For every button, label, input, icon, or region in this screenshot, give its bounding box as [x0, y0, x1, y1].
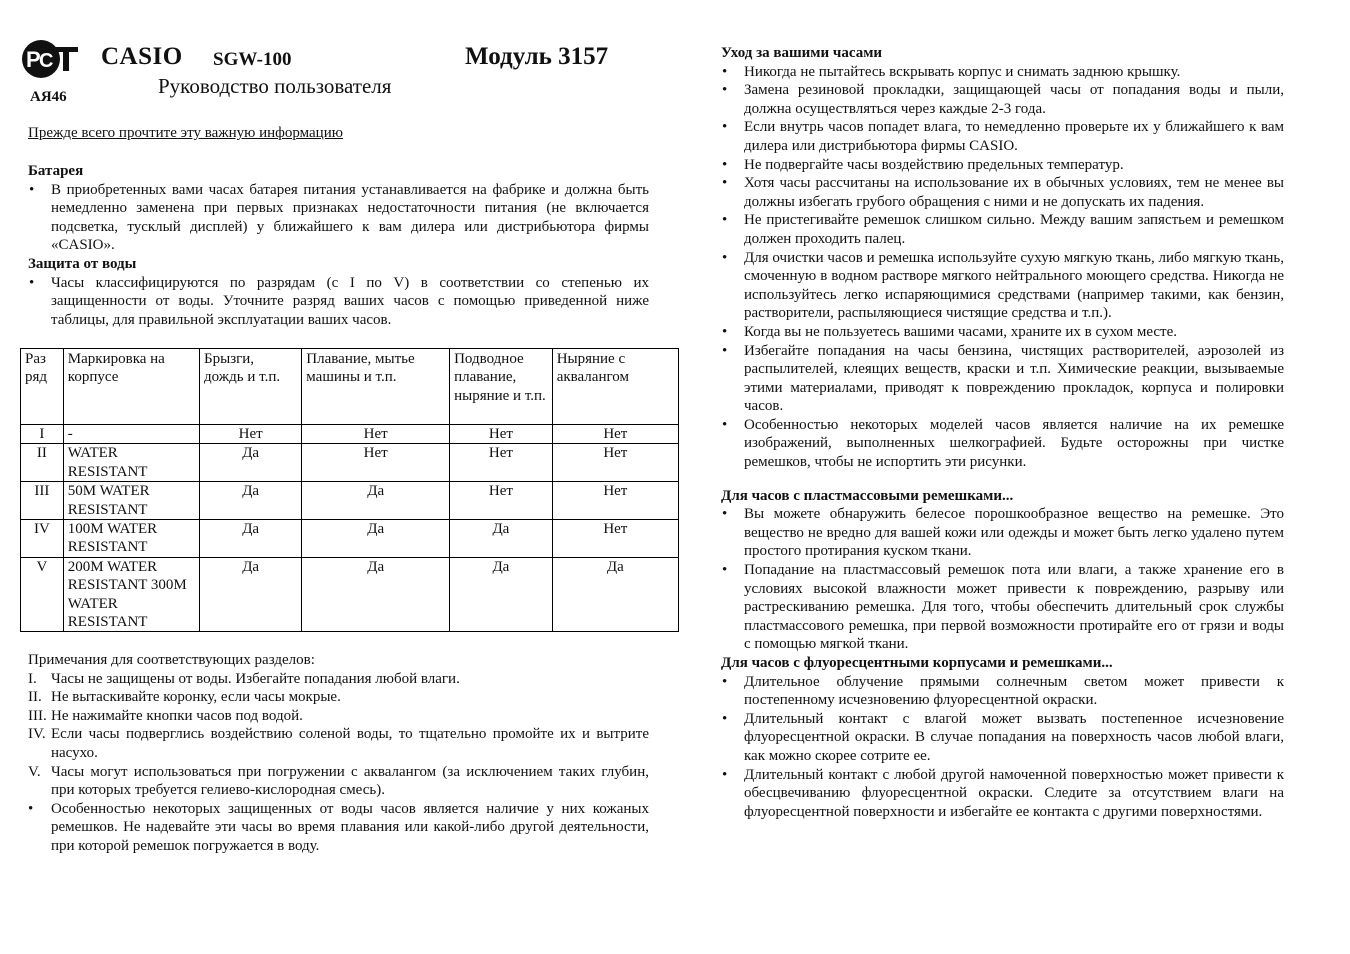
note-number: •	[28, 800, 34, 817]
bullet-item: • Вы можете обнаружить белесое порошкообразное вещество на ремешке. Это вещество не вредно для вашей кожи или одежды и может быть легко удалено путем простого протирания куском ткани.	[721, 505, 1284, 561]
table-cell: Нет	[552, 520, 678, 558]
table-cell: III	[21, 482, 64, 520]
table-header-cell: Раз ряд	[21, 349, 64, 425]
svg-text:Р: Р	[26, 47, 41, 72]
table-header-cell: Брызги, дождь и т.п.	[200, 349, 302, 425]
care-heading: Уход за вашими часами	[721, 45, 883, 61]
note-item	[28, 725, 649, 762]
table-header-cell: Маркировка на корпусе	[63, 349, 199, 425]
bullet-item: • Длительный контакт с любой другой намоченной поверхностью может привести к обесцвечиванию флуоресцентной окраски. Следите за отсутствием влаги на флуоресцентной поверхности и избегайте ее контакта с другими поверхностями.	[721, 766, 1284, 822]
model-name: SGW-100	[213, 49, 292, 70]
table-cell: WATER RESISTANT	[63, 444, 199, 482]
table-cell: II	[21, 444, 64, 482]
table-header-cell: Подводное плавание, ныряние и т.п.	[450, 349, 553, 425]
note-number: II.	[28, 689, 42, 706]
table-cell: Да	[200, 482, 302, 520]
table-header-row	[21, 349, 679, 425]
table-cell: Нет	[200, 425, 302, 444]
table-cell: V	[21, 557, 64, 632]
module-number: Модуль 3157	[465, 43, 609, 70]
table-cell: Да	[450, 557, 553, 632]
note-number: V.	[28, 763, 41, 780]
table-cell: I	[21, 425, 64, 444]
bullet-item: • Часы классифицируются по разрядам (с I по V) в соответствии со степенью их защищенности от воды. Уточните разряд ваших часов с помощью приведенной ниже таблицы, для правильной эксплуатации ваших часов.	[28, 274, 649, 330]
note-item	[28, 800, 649, 856]
bullet-item: • Никогда не пытайтесь вскрывать корпус и снимать заднюю крышку.	[721, 63, 1284, 82]
bullet-item: • Не подвергайте часы воздействию предельных температур.	[721, 156, 1284, 175]
table-cell: 100M WATER RESISTANT	[63, 520, 199, 558]
note-text: Особенностью некоторых защищенных от воды часов является наличие у них кожаных ремешков. Не надевайте эти часы во время плавания или какой-либо другой деятельности, при которой ремешок погружается в воду.	[51, 800, 649, 854]
table-cell: Да	[302, 557, 450, 632]
rst-certification-logo	[20, 38, 80, 80]
bullet-item: • Если внутрь часов попадет влага, то немедленно проверьте их у ближайшего к вам дилера или дистрибьютора фирмы CASIO.	[721, 118, 1284, 155]
note-number: I.	[28, 670, 37, 687]
table-cell: Да	[200, 444, 302, 482]
note-item	[28, 688, 649, 707]
note-text: Если часы подверглись воздействию соленой воды, то тщательно промойте их и вытрите насухо.	[51, 726, 649, 761]
table-row	[21, 520, 679, 558]
plastic-list	[721, 505, 1284, 654]
table-cell: Да	[200, 520, 302, 558]
note-text: Часы могут использоваться при погружении с аквалангом (за исключением таких глубин, при которых требуется гелиево-кислородная смесь).	[51, 763, 649, 799]
notes-list	[28, 670, 649, 856]
bullet-item: • Попадание на пластмассовый ремешок пота или влаги, а также хранение его в условиях высокой влажности может привести к повреждению, разрыву или растрескиванию ремешка. Для того, чтобы обеспечить длительный срок службы пластмассового ремешка, при первой возможности протирайте его от грязи и воды с помощью мягкой ткани.	[721, 561, 1284, 654]
table-cell: Нет	[552, 482, 678, 520]
note-item	[28, 670, 649, 689]
table-cell: 50M WATER RESISTANT	[63, 482, 199, 520]
table-cell: 200M WATER RESISTANT 300M WATER RESISTANT	[63, 557, 199, 632]
table-cell: Нет	[302, 444, 450, 482]
svg-text:С: С	[39, 50, 54, 72]
note-text: Часы не защищены от воды. Избегайте попадания любой влаги.	[51, 670, 460, 687]
notes-section	[28, 651, 649, 856]
plastic-heading: Для часов с пластмассовыми ремешками...	[721, 487, 1014, 504]
note-item	[28, 707, 649, 726]
note-text: Не нажимайте кнопки часов под водой.	[51, 707, 303, 724]
notes-heading: Примечания для соответствующих разделов:	[28, 652, 315, 668]
table-header-cell: Плавание, мытье машины и т.п.	[302, 349, 450, 425]
table-row	[21, 444, 679, 482]
water-heading: Защита от воды	[28, 255, 137, 272]
table-cell: Нет	[552, 425, 678, 444]
bullet-item: • Особенностью некоторых моделей часов является наличие на их ремешке изображений, выполненных шелкографией. Будьте осторожны при чистке ремешков, чтобы не испортить эти рисунки.	[721, 416, 1284, 472]
table-row	[21, 557, 679, 632]
care-section	[721, 44, 1284, 821]
table-cell: Нет	[552, 444, 678, 482]
note-number: IV.	[28, 726, 46, 743]
table-cell: Нет	[450, 482, 553, 520]
document-header	[0, 0, 650, 120]
fluor-list	[721, 673, 1284, 822]
battery-list	[28, 181, 649, 255]
certification-code: АЯ46	[30, 89, 67, 105]
document-subtitle: Руководство пользователя	[158, 74, 392, 98]
table-cell: -	[63, 425, 199, 444]
bullet-item: • Не пристегивайте ремешок слишком сильно. Между вашим запястьем и ремешком должен проходить палец.	[721, 211, 1284, 248]
bullet-item: • В приобретенных вами часах батарея питания устанавливается на фабрике и должна быть немедленно заменена при первых признаках недостаточности питания (не включается подсветка, тусклый дисплей) у ближайшего к вам дилера или дистрибьютора фирмы «CASIO».	[28, 181, 649, 255]
fluor-heading: Для часов с флуоресцентными корпусами и ремешками...	[721, 655, 1113, 671]
brand-name: CASIO	[101, 43, 183, 70]
table-cell: Да	[552, 557, 678, 632]
care-list	[721, 63, 1284, 472]
important-info-link: Прежде всего прочтите эту важную информацию	[28, 125, 343, 141]
table-cell: Да	[200, 557, 302, 632]
note-number: III.	[28, 707, 47, 724]
note-text: Не вытаскивайте коронку, если часы мокрые.	[51, 689, 341, 706]
table-row	[21, 425, 679, 444]
note-item	[28, 763, 649, 800]
table-cell: Нет	[302, 425, 450, 444]
bullet-item: • Когда вы не пользуетесь вашими часами, храните их в сухом месте.	[721, 323, 1284, 342]
table-header-cell: Ныряние с аквалангом	[552, 349, 678, 425]
table-cell: Да	[302, 482, 450, 520]
table-cell: Да	[302, 520, 450, 558]
battery-heading: Батарея	[28, 163, 84, 179]
table-row	[21, 482, 679, 520]
table-cell: IV	[21, 520, 64, 558]
bullet-item: • Замена резиновой прокладки, защищающей часы от попадания воды и пыли, должна осуществляться через каждые 2-3 года.	[721, 81, 1284, 118]
bullet-item: • Для очистки часов и ремешка используйте сухую мягкую ткань, либо мягкую ткань, смоченную в водном растворе мягкого нейтрального моющего средства. Никогда не используйтесь легко испаряющимися средствами (например такими, как бензин, растворители, распыляющиеся чистящие средства и т.п.).	[721, 249, 1284, 323]
table-cell: Нет	[450, 444, 553, 482]
table-cell: Нет	[450, 425, 553, 444]
bullet-item: • Длительный контакт с влагой может вызвать постепенное исчезновение флуоресцентной окраски. В случае попадания на поверхность часов любой влаги, как можно скорее сотрите ее.	[721, 710, 1284, 766]
bullet-item: • Хотя часы рассчитаны на использование их в обычных условиях, тем не менее вы должны избегать грубого обращения с ними и не допускать их падения.	[721, 174, 1284, 211]
water-list	[28, 274, 649, 330]
water-resistance-table	[20, 348, 679, 632]
bullet-item: • Длительное облучение прямыми солнечным светом может привести к постепенному исчезновению флуоресцентной окраски.	[721, 673, 1284, 710]
battery-section	[28, 162, 649, 329]
table-cell: Да	[450, 520, 553, 558]
bullet-item: • Избегайте попадания на часы бензина, чистящих растворителей, аэрозолей из распылителей, клеящих веществ, краски и т.п. Химические реакции, вызываемые этими материалами, приводят к повреждению прокладок, корпуса и полировки часов.	[721, 342, 1284, 416]
